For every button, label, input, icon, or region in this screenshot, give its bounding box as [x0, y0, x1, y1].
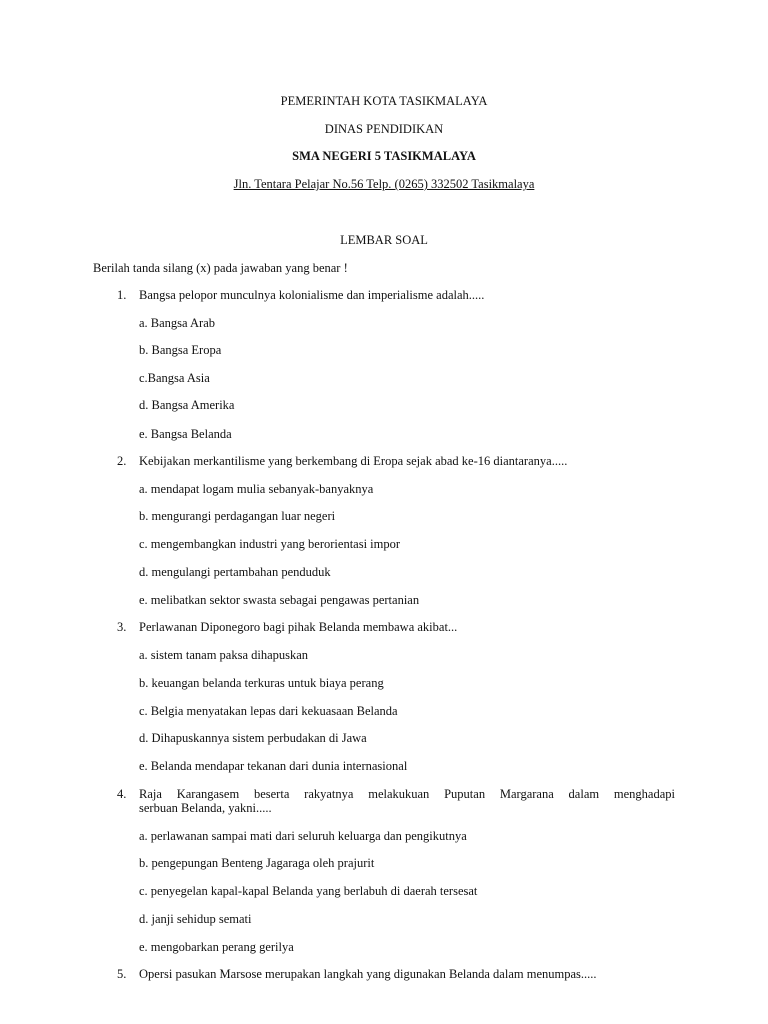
- question-text: Kebijakan merkantilisme yang berkembang di Eropa sejak abad ke-16 diantaranya.....: [139, 454, 568, 468]
- option-b: b. pengepungan Benteng Jagaraga oleh prajurit: [139, 856, 375, 870]
- question-text: Opersi pasukan Marsose merupakan langkah yang digunakan Belanda dalam menumpas.....: [139, 967, 597, 981]
- option-a: a. Bangsa Arab: [139, 316, 216, 330]
- document-title: LEMBAR SOAL: [340, 233, 428, 247]
- option-e: e. melibatkan sektor swasta sebagai pengawas pertanian: [139, 593, 420, 607]
- question-word: rakyatnya: [304, 787, 354, 801]
- question-number: 2.: [117, 454, 127, 468]
- option-c: c. mengembangkan industri yang berorientasi impor: [139, 537, 401, 551]
- header-school: SMA NEGERI 5 TASIKMALAYA: [292, 149, 476, 163]
- option-b: b. keuangan belanda terkuras untuk biaya perang: [139, 676, 384, 690]
- option-e: e. mengobarkan perang gerilya: [139, 940, 294, 954]
- option-c: c.Bangsa Asia: [139, 371, 210, 385]
- option-c: c. penyegelan kapal-kapal Belanda yang berlabuh di daerah tersesat: [139, 884, 478, 898]
- question-number: 5.: [117, 967, 127, 981]
- question-text-line-2: serbuan Belanda, yakni.....: [139, 801, 272, 815]
- option-d: d. janji sehidup semati: [139, 912, 252, 926]
- question-word: beserta: [253, 787, 290, 801]
- option-a: a. mendapat logam mulia sebanyak-banyaknya: [139, 482, 374, 496]
- question-word: Karangasem: [176, 787, 240, 801]
- header-address: Jln. Tentara Pelajar No.56 Telp. (0265) 332502 Tasikmalaya: [233, 177, 535, 191]
- question-number: 1.: [117, 288, 127, 302]
- question-text: Bangsa pelopor munculnya kolonialisme dan imperialisme adalah.....: [139, 288, 485, 302]
- option-e: e. Belanda mendapar tekanan dari dunia internasional: [139, 759, 408, 773]
- question-word: Raja: [139, 787, 162, 801]
- option-e: e. Bangsa Belanda: [139, 427, 232, 441]
- header-department: DINAS PENDIDIKAN: [324, 122, 444, 136]
- option-c: c. Belgia menyatakan lepas dari kekuasaan Belanda: [139, 704, 398, 718]
- question-number: 4.: [117, 787, 127, 801]
- option-a: a. perlawanan sampai mati dari seluruh keluarga dan pengikutnya: [139, 829, 467, 843]
- option-d: d. Bangsa Amerika: [139, 398, 235, 412]
- question-word: melakukuan: [368, 787, 430, 801]
- option-d: d. Dihapuskannya sistem perbudakan di Jawa: [139, 731, 367, 745]
- option-b: b. mengurangi perdagangan luar negeri: [139, 509, 336, 523]
- question-text: Perlawanan Diponegoro bagi pihak Belanda membawa akibat...: [139, 620, 458, 634]
- question-number: 3.: [117, 620, 127, 634]
- question-word: dalam: [568, 787, 600, 801]
- question-word: Margarana: [499, 787, 554, 801]
- option-d: d. mengulangi pertambahan penduduk: [139, 565, 331, 579]
- question-word: Puputan: [444, 787, 486, 801]
- instruction-text: Berilah tanda silang (x) pada jawaban yang benar !: [93, 261, 348, 275]
- question-word: menghadapi: [613, 787, 675, 801]
- header-government: PEMERINTAH KOTA TASIKMALAYA: [280, 94, 488, 108]
- option-b: b. Bangsa Eropa: [139, 343, 222, 357]
- option-a: a. sistem tanam paksa dihapuskan: [139, 648, 309, 662]
